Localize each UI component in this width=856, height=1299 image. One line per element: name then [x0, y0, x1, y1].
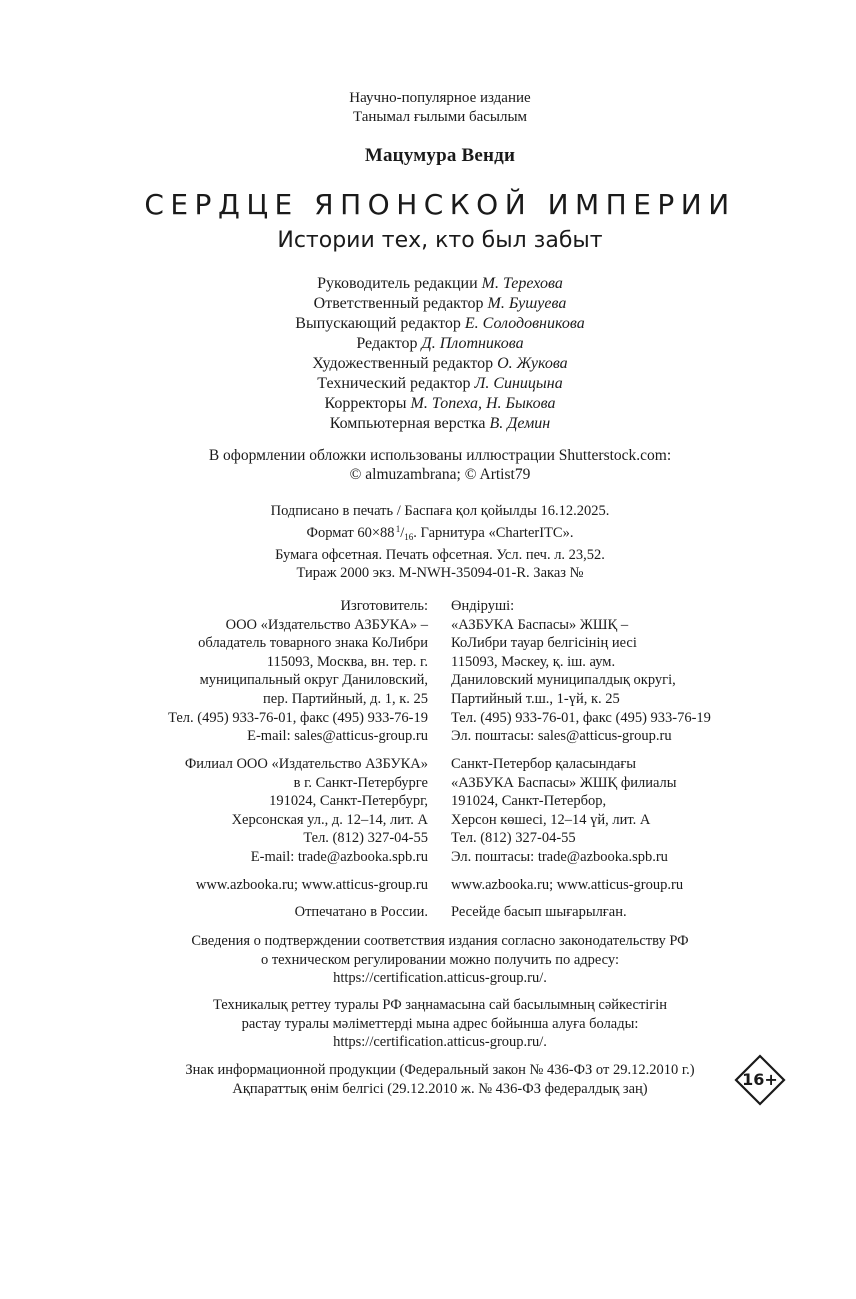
- branch-kz-line: Санкт-Петербор қаласындағы: [451, 756, 637, 772]
- credit-name: О. Жукова: [497, 355, 568, 372]
- edition-type-kz: Танымал ғылыми басылым: [352, 109, 528, 125]
- credit-role: Руководитель редакции: [317, 275, 478, 292]
- branch-ru-line: в г. Санкт-Петербурге: [293, 774, 428, 791]
- credit-line: [0, 314, 856, 334]
- branch-ru-line: Херсонская ул., д. 12–14, лит. А: [231, 811, 428, 828]
- manufacturer-kz-line: Партийный т.ш., 1-үй, к. 25: [451, 690, 620, 707]
- credit-role: Компьютерная верстка: [329, 415, 490, 432]
- branch-ru-email: E-mail: trade@azbooka.spb.ru: [250, 848, 428, 865]
- branch-kz: [451, 755, 677, 867]
- manufacturer-ru-line: муниципальный округ Даниловский,: [199, 672, 428, 689]
- manufacturer-ru-line: пер. Партийный, д. 1, к. 25: [263, 690, 428, 707]
- certification-kz: [0, 996, 856, 1052]
- age-info: [0, 1061, 856, 1098]
- credit-line: [0, 334, 856, 354]
- credit-role: Технический редактор: [317, 375, 475, 392]
- certification-kz-line: растау туралы мәліметтерді мына адрес бойынша алуға болады:: [241, 1015, 639, 1032]
- age-rating-label: 16+: [742, 1070, 778, 1089]
- printed-kz: Ресейде басып шығарылған.: [451, 904, 627, 920]
- author-name: Мацумура Венди: [364, 145, 516, 166]
- book-subtitle: Истории тех, кто был забыт: [277, 228, 603, 253]
- format-prefix: Формат 60×88: [306, 525, 395, 541]
- age-rating-badge: [734, 1054, 786, 1106]
- credit-line: [0, 354, 856, 374]
- manufacturer-kz-line: Даниловский муниципалдық округі,: [451, 672, 676, 689]
- manufacturer-kz-line: Өндіруші:: [451, 598, 515, 614]
- printed-ru: Отпечатано в России.: [294, 904, 428, 920]
- print-paper: Бумага офсетная. Печать офсетная. Усл. печ. л. 23,52.: [275, 547, 605, 563]
- credit-line: [0, 294, 856, 314]
- credit-role: Корректоры: [324, 395, 411, 412]
- manufacturer-ru-line: обладатель товарного знака КоЛибри: [198, 635, 428, 652]
- format-suffix: . Гарнитура «CharterITC».: [413, 525, 574, 541]
- edition-type-ru: Научно-популярное издание: [349, 90, 531, 106]
- credit-role: Ответственный редактор: [313, 295, 484, 312]
- credit-line: [0, 394, 856, 414]
- print-signed: Подписано в печать / Баспаға қол қойылды 16.12.2025.: [270, 503, 610, 519]
- credit-name: М. Бушуева: [487, 295, 567, 312]
- cover-credit: [0, 446, 856, 484]
- manufacturer-ru-line: Тел. (495) 933-76-01, факс (495) 933-76-19: [168, 709, 428, 726]
- branch-ru-line: Тел. (812) 327-04-55: [303, 830, 428, 847]
- manufacturer-ru: [168, 597, 428, 746]
- manufacturer-kz-line: 115093, Мәскеу, қ. іш. аум.: [451, 653, 616, 670]
- branch-kz-line: «АЗБУКА Баспасы» ЖШҚ филиалы: [451, 774, 677, 791]
- manufacturer-ru-line: ООО «Издательство АЗБУКА» –: [225, 616, 428, 633]
- manufacturer-ru-line: Изготовитель:: [340, 598, 428, 614]
- manufacturer-ru-line: 115093, Москва, вн. тер. г.: [266, 653, 428, 670]
- credit-role: Редактор: [356, 335, 418, 352]
- certification-kz-url: https://certification.atticus-group.ru/.: [333, 1034, 547, 1051]
- print-run: Тираж 2000 экз. M-NWH-35094-01-R. Заказ №: [296, 565, 584, 581]
- manufacturer-kz: [451, 597, 711, 746]
- branch-kz-line: Херсон көшесі, 12–14 үй, лит. А: [451, 811, 651, 828]
- certification-ru-line: Сведения о подтверждении соответствия издания согласно законодательству РФ: [191, 933, 689, 949]
- edition-type: [0, 89, 856, 127]
- certification-kz-line: Техникалық реттеу туралы РФ заңнамасына сай басылымның сәйкестігін: [212, 997, 668, 1013]
- manufacturer-kz-email: Эл. поштасы: sales@atticus-group.ru: [451, 728, 672, 745]
- web-kz: www.azbooka.ru; www.atticus-group.ru: [451, 877, 684, 893]
- editorial-credits: [0, 274, 856, 434]
- print-format: Формат 60×88 $^1/_{16}$. Гарнитура «CharterITC».: [306, 524, 574, 542]
- print-info: [0, 502, 856, 582]
- format-numerator: 1: [395, 524, 401, 534]
- credit-role: Художественный редактор: [312, 355, 494, 372]
- branch-kz-email: Эл. поштасы: trade@azbooka.spb.ru: [451, 848, 668, 865]
- credit-name: М. Топеха, Н. Быкова: [410, 395, 556, 412]
- cover-credit-line: © almuzambrana; © Artist79: [349, 466, 531, 483]
- age-info-ru: Знак информационной продукции (Федеральный закон № 436-ФЗ от 29.12.2010 г.): [185, 1062, 695, 1078]
- certification-ru: [0, 932, 856, 988]
- credit-name: Д. Плотникова: [421, 335, 524, 352]
- credit-role: Выпускающий редактор: [295, 315, 461, 332]
- manufacturer-ru-email: E-mail: sales@atticus-group.ru: [247, 728, 428, 745]
- credit-name: В. Демин: [489, 415, 551, 432]
- credit-line: [0, 274, 856, 294]
- book-title: СЕРДЦЕ ЯПОНСКОЙ ИМПЕРИИ: [144, 188, 736, 221]
- cover-credit-line: В оформлении обложки использованы иллюстрации Shutterstock.com:: [208, 447, 672, 464]
- branch-kz-line: Тел. (812) 327-04-55: [451, 830, 576, 847]
- manufacturer-kz-line: КоЛибри тауар белгісінің иесі: [451, 635, 637, 652]
- certification-ru-line: о техническом регулировании можно получить по адресу:: [260, 951, 620, 968]
- branch-ru-line: 191024, Санкт-Петербург,: [269, 793, 428, 810]
- branch-kz-line: 191024, Санкт-Петербор,: [451, 793, 607, 810]
- credit-name: М. Терехова: [481, 275, 563, 292]
- branch-ru: [185, 755, 428, 867]
- certification-ru-url: https://certification.atticus-group.ru/.: [333, 970, 547, 987]
- format-denominator: 16: [404, 532, 414, 542]
- branch-ru-line: Филиал ООО «Издательство АЗБУКА»: [184, 756, 428, 772]
- manufacturer-kz-line: «АЗБУКА Баспасы» ЖШҚ –: [451, 616, 629, 633]
- age-info-kz: Ақпараттық өнім белгісі (29.12.2010 ж. № 436-ФЗ федералдық заң): [232, 1080, 648, 1097]
- manufacturer-kz-line: Тел. (495) 933-76-01, факс (495) 933-76-19: [451, 709, 711, 726]
- web-ru: www.azbooka.ru; www.atticus-group.ru: [195, 877, 428, 893]
- credit-line: [0, 414, 856, 434]
- credit-name: Е. Солодовникова: [464, 315, 585, 332]
- credit-name: Л. Синицына: [474, 375, 563, 392]
- credit-line: [0, 374, 856, 394]
